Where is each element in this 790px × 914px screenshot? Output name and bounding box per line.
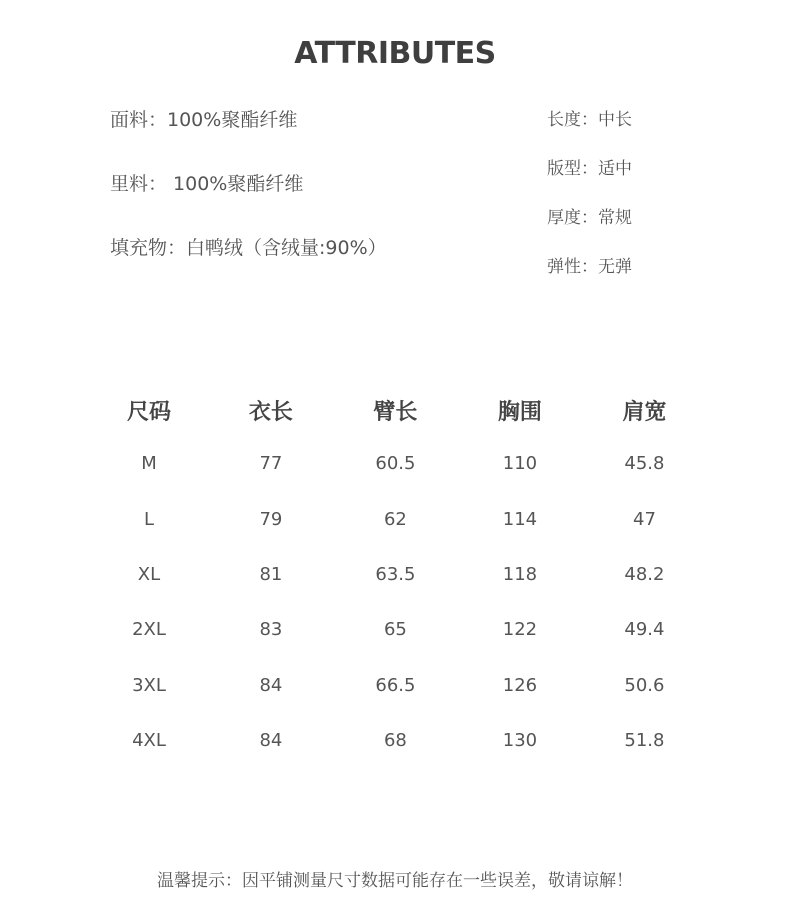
table-row <box>88 658 708 713</box>
table-row <box>88 713 708 768</box>
cell-chest: 118 <box>502 563 538 585</box>
size-table-header <box>88 384 708 436</box>
attribute-lining: 里料： 100%聚酯纤维 <box>110 173 304 195</box>
attribute-fit: 版型：适中 <box>547 159 632 179</box>
cell-sleeve: 63.5 <box>375 563 416 585</box>
attribute-length: 长度：中长 <box>547 110 632 130</box>
cell-sleeve: 68 <box>383 730 407 752</box>
cell-sleeve: 66.5 <box>375 674 416 696</box>
cell-shoulder: 49.4 <box>624 619 665 641</box>
cell-size: 3XL <box>132 674 166 696</box>
cell-chest: 130 <box>502 730 538 752</box>
attributes-left <box>110 106 387 298</box>
measurement-note: 温馨提示：因平铺测量尺寸数据可能存在一些误差，敬请谅解！ <box>157 871 633 891</box>
cell-size: XL <box>137 563 161 585</box>
table-row <box>88 547 708 602</box>
cell-shoulder: 45.8 <box>624 453 665 475</box>
attribute-filling: 填充物：白鸭绒（含绒量:90%） <box>110 237 387 259</box>
cell-shoulder: 51.8 <box>624 730 665 752</box>
cell-chest: 122 <box>502 619 538 641</box>
table-row <box>88 602 708 657</box>
cell-chest: 126 <box>502 674 538 696</box>
attribute-elasticity: 弹性：无弹 <box>547 257 632 277</box>
page-title: ATTRIBUTES <box>294 36 496 71</box>
header-length: 衣长 <box>248 399 293 425</box>
cell-size: 4XL <box>132 730 166 752</box>
cell-sleeve: 65 <box>383 619 407 641</box>
size-table <box>88 384 708 768</box>
cell-shoulder: 50.6 <box>624 674 665 696</box>
attribute-thickness: 厚度：常规 <box>547 208 632 228</box>
cell-size: L <box>143 508 154 530</box>
cell-length: 79 <box>259 508 283 530</box>
attribute-fabric: 面料：100%聚酯纤维 <box>110 109 298 131</box>
header-shoulder: 肩宽 <box>622 399 667 425</box>
cell-shoulder: 48.2 <box>624 563 665 585</box>
cell-sleeve: 60.5 <box>375 453 416 475</box>
table-row <box>88 436 708 491</box>
header-chest: 胸围 <box>497 399 542 425</box>
cell-length: 84 <box>259 674 283 696</box>
attributes-right <box>547 107 632 303</box>
cell-size: 2XL <box>132 619 166 641</box>
cell-length: 81 <box>259 563 283 585</box>
header-sleeve: 臂长 <box>373 399 418 425</box>
cell-length: 83 <box>259 619 283 641</box>
cell-chest: 114 <box>502 508 538 530</box>
header-size: 尺码 <box>126 399 171 425</box>
cell-size: M <box>141 453 157 475</box>
cell-chest: 110 <box>502 453 538 475</box>
table-row <box>88 491 708 546</box>
cell-length: 77 <box>259 453 283 475</box>
cell-shoulder: 47 <box>633 508 656 530</box>
cell-sleeve: 62 <box>383 508 407 530</box>
cell-length: 84 <box>259 730 283 752</box>
